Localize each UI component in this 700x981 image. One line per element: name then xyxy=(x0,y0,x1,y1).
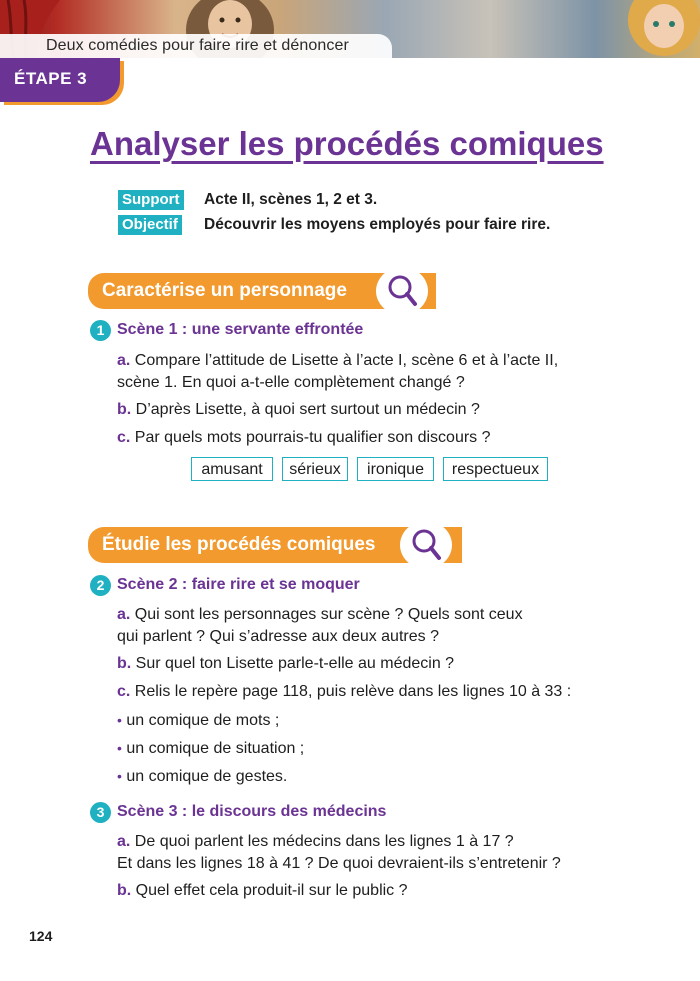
question-2a-line2: qui parlent ? Qui s’adresse aux deux autres ? xyxy=(117,628,439,645)
section-heading-1-label: Caractérise un personnage xyxy=(102,280,347,301)
word-choice-ironique: ironique xyxy=(357,457,434,481)
word-choice-serieux: sérieux xyxy=(282,457,348,481)
support-tag: Support xyxy=(118,190,184,210)
objectif-tag: Objectif xyxy=(118,215,182,235)
question-1a-line2: scène 1. En quoi a-t-elle complètement changé ? xyxy=(117,374,465,391)
scene-3-title: Scène 3 : le discours des médecins xyxy=(117,803,387,820)
list-item xyxy=(117,737,304,760)
section-heading-2 xyxy=(88,527,462,563)
question-letter: c. xyxy=(117,429,131,446)
magnifier-icon xyxy=(400,521,452,569)
question-2b-text: Sur quel ton Lisette parle-t-elle au médecin ? xyxy=(135,655,455,672)
question-2b xyxy=(117,653,454,675)
section-heading-2-label: Étudie les procédés comiques xyxy=(102,534,376,555)
question-2a xyxy=(117,604,523,626)
scene-1-title: Scène 1 : une servante effrontée xyxy=(117,321,364,338)
support-value: Acte II, scènes 1, 2 et 3. xyxy=(204,191,378,208)
question-3a-line2: Et dans les lignes 18 à 41 ? De quoi devraient-ils s’entretenir ? xyxy=(117,855,561,872)
word-choice-respectueux: respectueux xyxy=(443,457,548,481)
question-3b xyxy=(117,880,408,902)
question-number-3: 3 xyxy=(90,802,111,823)
question-3b-text: Quel effet cela produit-il sur le public ? xyxy=(135,882,408,899)
question-1b xyxy=(117,399,480,421)
question-letter: c. xyxy=(117,683,131,700)
question-1a-cont xyxy=(117,372,465,394)
question-letter: b. xyxy=(117,401,132,418)
bullet-icon: • xyxy=(117,740,122,756)
magnifier-icon-wrap xyxy=(376,267,428,315)
character-illustration-right xyxy=(620,0,700,58)
list-item-text: un comique de situation ; xyxy=(126,740,305,757)
question-letter: a. xyxy=(117,352,131,369)
list-item xyxy=(117,765,287,788)
question-1a-line1: Compare l’attitude de Lisette à l’acte I, scène 6 et à l’acte II, xyxy=(134,352,559,369)
question-letter: b. xyxy=(117,882,132,899)
etape-label: ÉTAPE 3 xyxy=(14,69,88,88)
list-item-text: un comique de mots ; xyxy=(126,712,280,729)
question-1c-text: Par quels mots pourrais-tu qualifier son discours ? xyxy=(134,429,491,446)
question-3a-line1: De quoi parlent les médecins dans les lignes 1 à 17 ? xyxy=(134,833,514,850)
magnifier-icon xyxy=(376,267,428,315)
section-heading-1 xyxy=(88,273,436,309)
question-1a xyxy=(117,350,558,372)
question-number-1: 1 xyxy=(90,320,111,341)
question-2a-cont xyxy=(117,626,439,648)
page-number: 124 xyxy=(29,928,53,944)
word-choice-amusant: amusant xyxy=(191,457,273,481)
objectif-value: Découvrir les moyens employés pour faire rire. xyxy=(204,216,551,233)
question-1c xyxy=(117,427,491,449)
magnifier-icon-wrap xyxy=(400,521,452,569)
question-letter: a. xyxy=(117,833,131,850)
list-item xyxy=(117,709,279,732)
question-3a-cont xyxy=(117,853,561,875)
bullet-icon: • xyxy=(117,768,122,784)
question-1b-text: D’après Lisette, à quoi sert surtout un médecin ? xyxy=(135,401,480,418)
scene-2-title: Scène 2 : faire rire et se moquer xyxy=(117,576,360,593)
header-illustration xyxy=(0,0,700,58)
question-3a xyxy=(117,831,514,853)
question-number-2: 2 xyxy=(90,575,111,596)
question-2a-line1: Qui sont les personnages sur scène ? Quels sont ceux xyxy=(134,606,523,623)
question-letter: a. xyxy=(117,606,131,623)
etape-badge xyxy=(0,58,120,102)
question-2c-text: Relis le repère page 118, puis relève dans les lignes 10 à 33 : xyxy=(134,683,572,700)
bullet-icon: • xyxy=(117,712,122,728)
question-letter: b. xyxy=(117,655,132,672)
page-title: Analyser les procédés comiques xyxy=(90,125,604,162)
list-item-text: un comique de gestes. xyxy=(126,768,288,785)
banner-title: Deux comédies pour faire rire et dénoncer xyxy=(46,37,349,54)
question-2c xyxy=(117,681,571,703)
